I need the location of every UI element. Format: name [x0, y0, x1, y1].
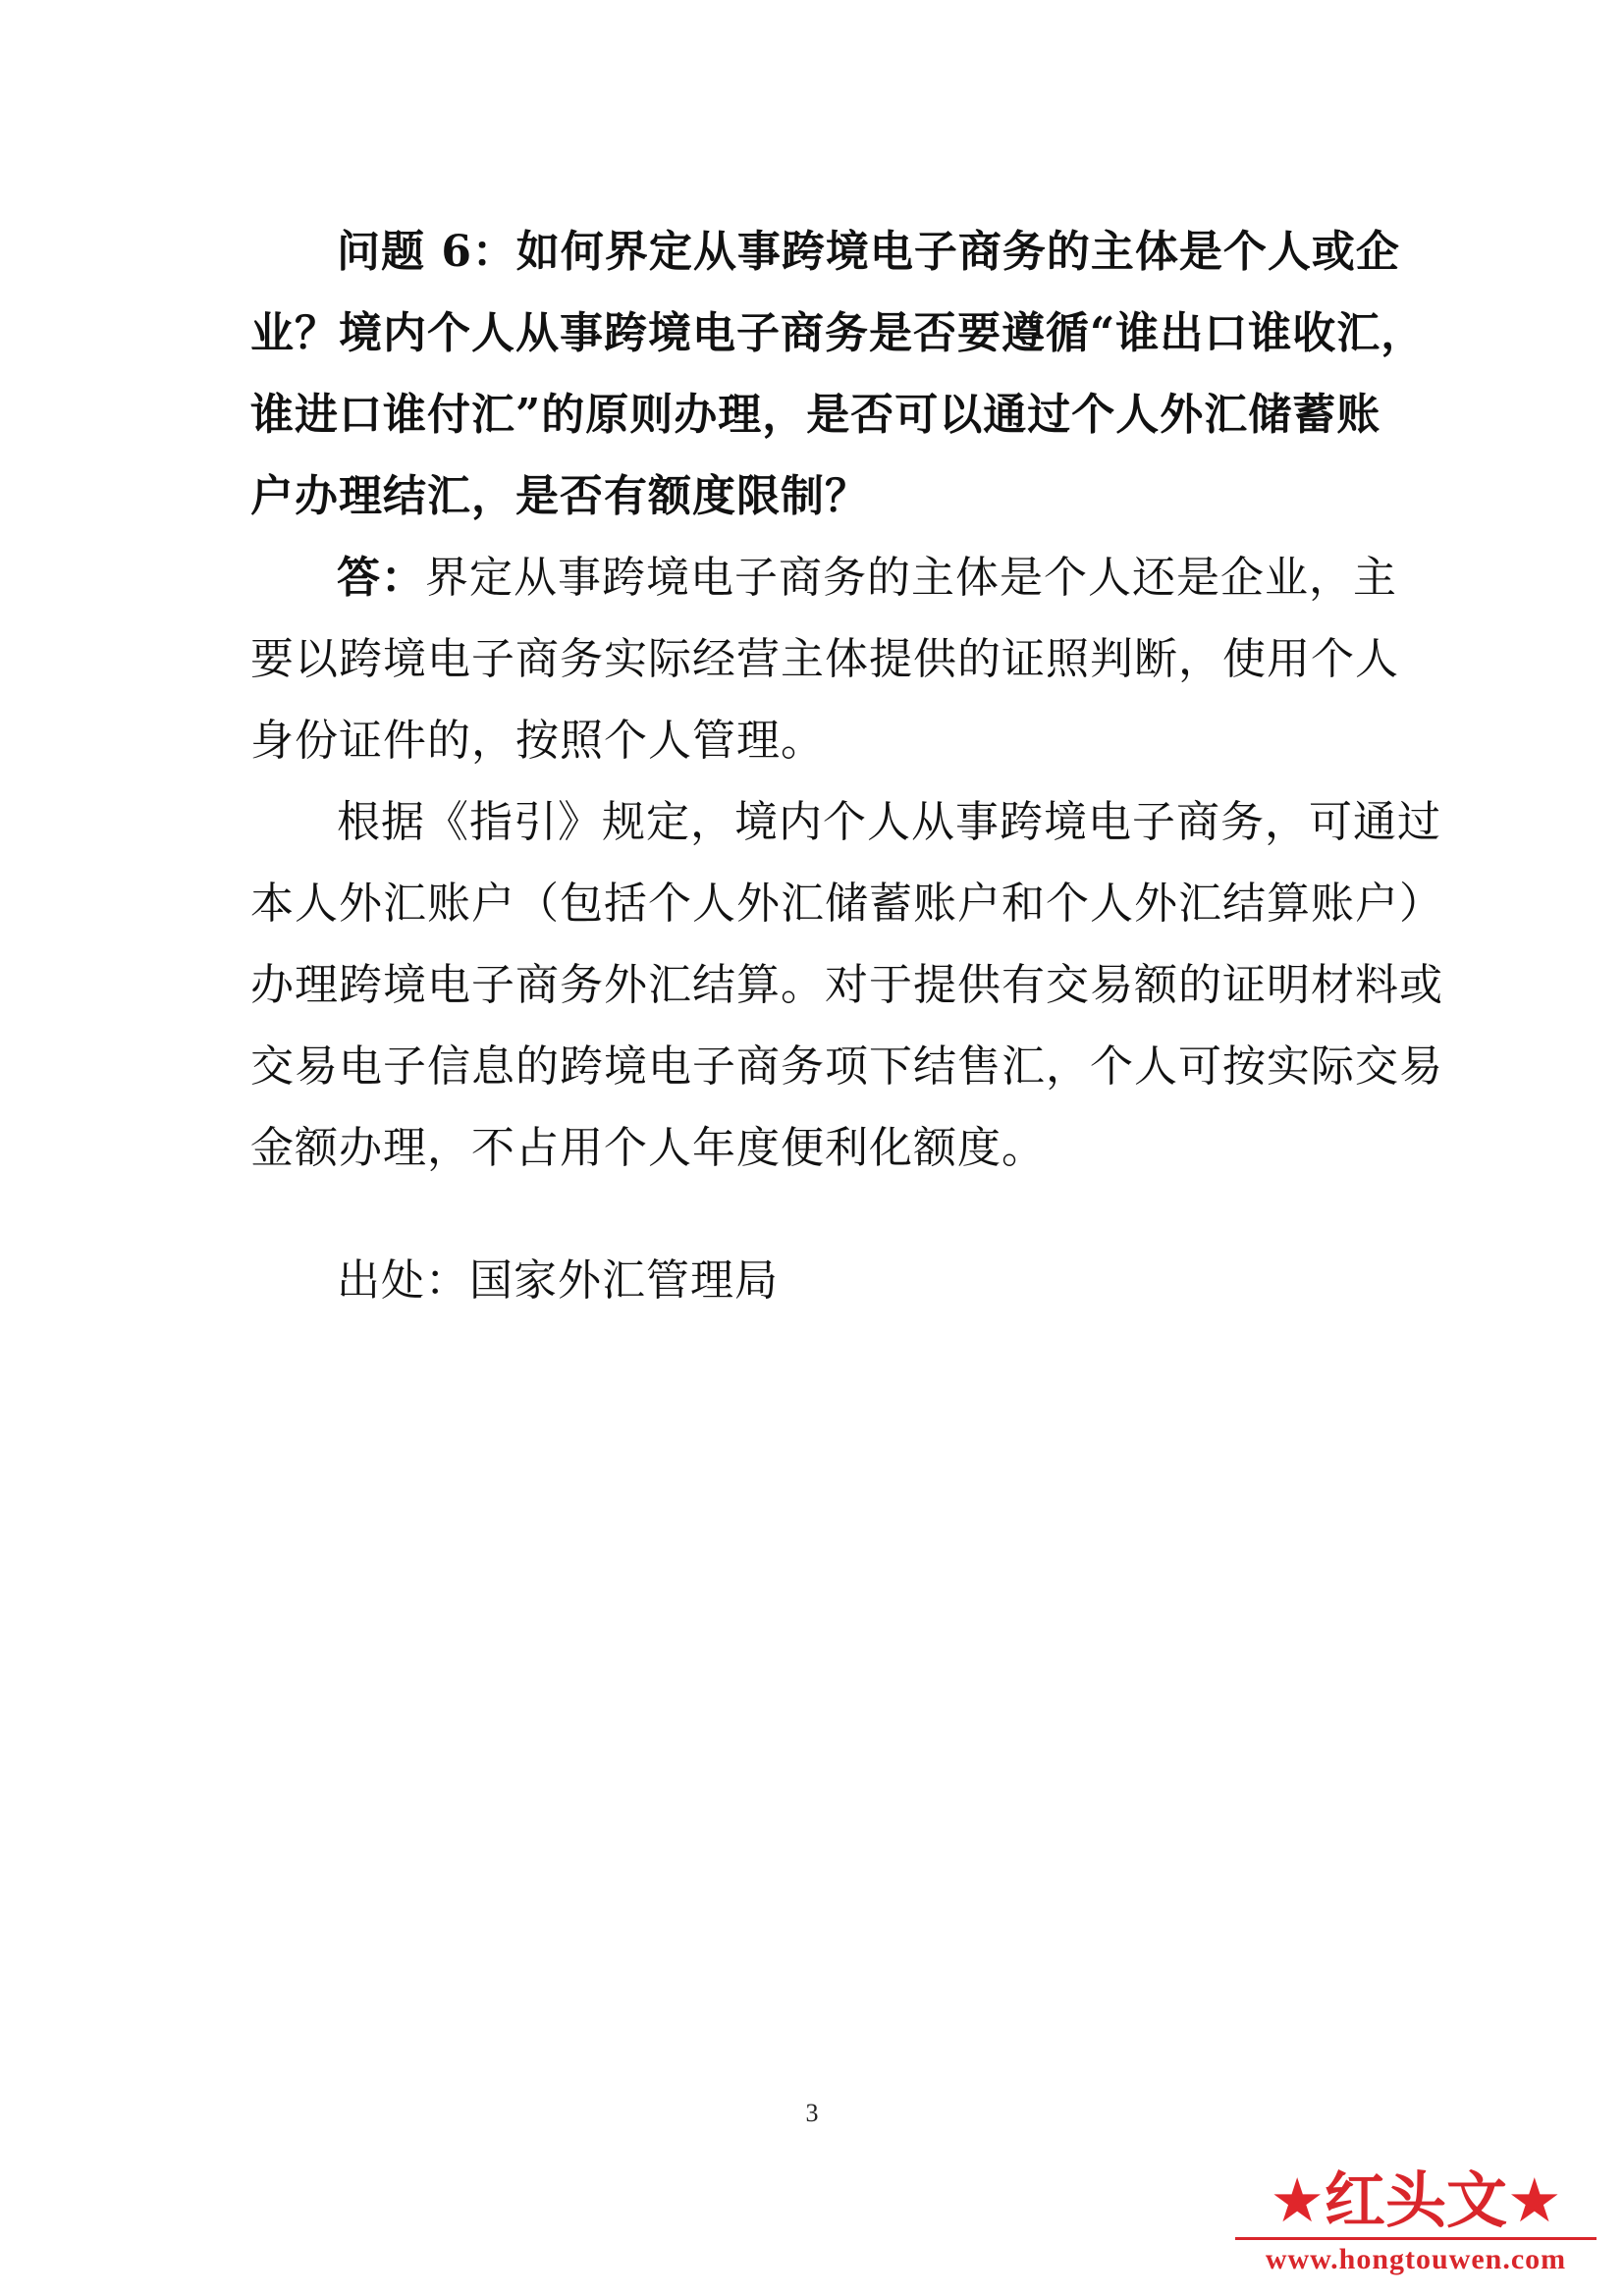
spacer [250, 1189, 1429, 1240]
watermark-logo [1229, 2166, 1602, 2284]
watermark-title [1229, 2166, 1602, 2235]
answer-label: 答： [337, 553, 425, 603]
star-icon: ★ [1270, 2164, 1325, 2236]
watermark-divider [1235, 2237, 1597, 2240]
paragraph2-line-5: 金额办理，不占用个人年度便利化额度。 [250, 1123, 1046, 1173]
paragraph2-line-3: 办理跨境电子商务外汇结算。对于提供有交易额的证明材料或 [250, 960, 1443, 1010]
watermark-url: www.hongtouwen.com [1265, 2243, 1567, 2275]
star-icon: ★ [1507, 2164, 1562, 2236]
page-number: 3 [805, 2099, 819, 2127]
paragraph2-line-1: 根据《指引》规定，境内个人从事跨境电子商务，可通过 [337, 797, 1441, 847]
answer-line-2: 要以跨境电子商务实际经营主体提供的证照判断，使用个人 [250, 634, 1399, 684]
paragraph2-line-4: 交易电子信息的跨境电子商务项下结售汇，个人可按实际交易 [250, 1041, 1443, 1092]
question-line-4: 户办理结汇，是否有额度限制？ [250, 471, 869, 521]
question-line-3: 谁进口谁付汇”的原则办理，是否可以通过个人外汇储蓄账 [250, 390, 1381, 440]
question-line-1: 问题 6：如何界定从事跨境电子商务的主体是个人或企 [337, 227, 1400, 277]
question-line-2: 业？境内个人从事跨境电子商务是否要遵循“谁出口谁收汇， [250, 308, 1426, 358]
answer-line-1-text: 界定从事跨境电子商务的主体是个人还是企业，主 [425, 553, 1397, 603]
document-body [250, 211, 1443, 1321]
paragraph2-line-2: 本人外汇账户（包括个人外汇储蓄账户和个人外汇结算账户） [250, 879, 1443, 929]
watermark-text: 红头文 [1324, 2164, 1507, 2236]
source-line: 出处：国家外汇管理局 [337, 1255, 779, 1306]
answer-line-1 [250, 537, 1429, 618]
answer-line-3: 身份证件的，按照个人管理。 [250, 716, 825, 766]
